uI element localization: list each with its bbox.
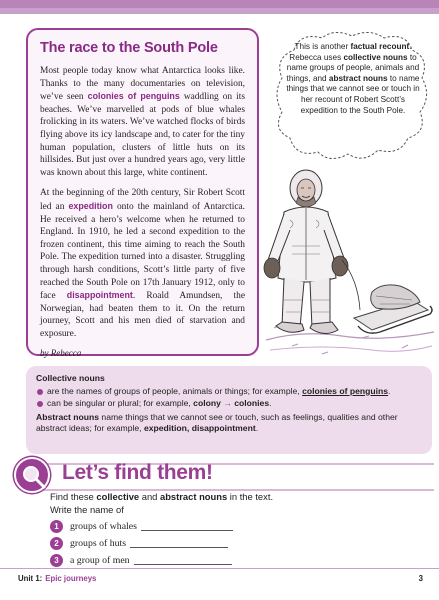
bullet-1: are the names of groups of people, animals or things; for example, colonies of penguins. bbox=[36, 386, 422, 398]
byline: by Rebecca bbox=[40, 348, 82, 359]
top-band-inner bbox=[0, 0, 439, 8]
article-paragraph-2: At the beginning of the 20th century, Sir Robert Scott led an expedition onto the mainland of Antarctica. He received a hero’s welcome when he returned to England. In 1910, he led a second expedition to the frozen continent, this time aiming to reach the South Pole. The expedition turned into a disaster. Struggling through harsh conditions, Scott’s little party of five reached the South Pole on 17th January 1912, only to face disappointment. Roald Amundsen, the Norwegian, had beaten them to it. On the return journey, Scott and his men died of starvation and exposure. bbox=[40, 188, 246, 339]
question-text: a group of men bbox=[70, 554, 130, 566]
question-number: 1 bbox=[50, 520, 63, 533]
article-box bbox=[26, 28, 259, 359]
question-1 bbox=[50, 519, 233, 533]
highlight-colonies: colonies of penguins bbox=[87, 91, 180, 102]
explorer-illustration bbox=[262, 150, 437, 365]
collective-nouns-term: Collective nouns bbox=[36, 373, 105, 383]
highlight-disappointment: disappointment bbox=[66, 290, 133, 301]
unit-label: Unit 1: Epic journeys bbox=[18, 574, 97, 583]
answer-line[interactable] bbox=[130, 538, 228, 548]
magnifying-glass-icon bbox=[20, 463, 48, 491]
article-title: The race to the South Pole bbox=[40, 40, 218, 56]
page-footer bbox=[0, 568, 439, 590]
instructions bbox=[50, 491, 410, 516]
cloud-text: This is another factual recount. Rebecca uses collective nouns to name groups of people, animals and things, and abstract nouns to name things that we cannot see or touch in her recount of Robert Scott’s expedition to the South Pole. bbox=[286, 42, 420, 115]
abstract-nouns-definition: Abstract nouns name things that we cannot see or touch, such as feelings, qualities and other abstract ideas; for example, expedition, disappointment. bbox=[36, 411, 398, 433]
magnifier-badge bbox=[14, 457, 50, 493]
answer-line[interactable] bbox=[134, 555, 232, 565]
highlight-expedition: expedition bbox=[68, 200, 113, 211]
bullet-dot-icon bbox=[37, 389, 43, 395]
question-text: groups of huts bbox=[70, 537, 127, 549]
question-2 bbox=[50, 536, 228, 550]
page-number: 3 bbox=[418, 574, 423, 583]
definitions-box bbox=[26, 366, 432, 454]
question-number: 3 bbox=[50, 554, 63, 567]
question-3 bbox=[50, 553, 232, 567]
instruction-line-1: Find these collective and abstract nouns in the text. bbox=[50, 491, 274, 502]
instruction-line-2: Write the name of bbox=[50, 503, 124, 515]
activity-header bbox=[14, 457, 434, 493]
question-number: 2 bbox=[50, 537, 63, 550]
thought-cloud bbox=[272, 28, 432, 166]
bullet-dot-icon bbox=[37, 401, 43, 407]
article-paragraph-1: Most people today know what Antarctica looks like. Thanks to the many documentaries on television, we’ve seen colonies of penguins waddling on its beaches. We’ve marvelled at pods of blue whales frolicking in its waters. We’ve watched flocks of birds flying above its icy landscape and, to cater for the tiny human population, clusters of little huts on its hillsides. But just over a hundred years ago, very little was known about this large, white continent. bbox=[40, 66, 246, 178]
answer-line[interactable] bbox=[141, 521, 233, 531]
bullet-2: can be singular or plural; for example, colony → colonies. bbox=[36, 398, 422, 410]
question-text: groups of whales bbox=[70, 520, 137, 532]
activity-title: Let’s find them! bbox=[62, 461, 213, 484]
explorer-with-sledge-icon bbox=[262, 150, 437, 365]
collective-bullets bbox=[36, 386, 422, 410]
arrow-right-icon: → bbox=[223, 398, 232, 408]
